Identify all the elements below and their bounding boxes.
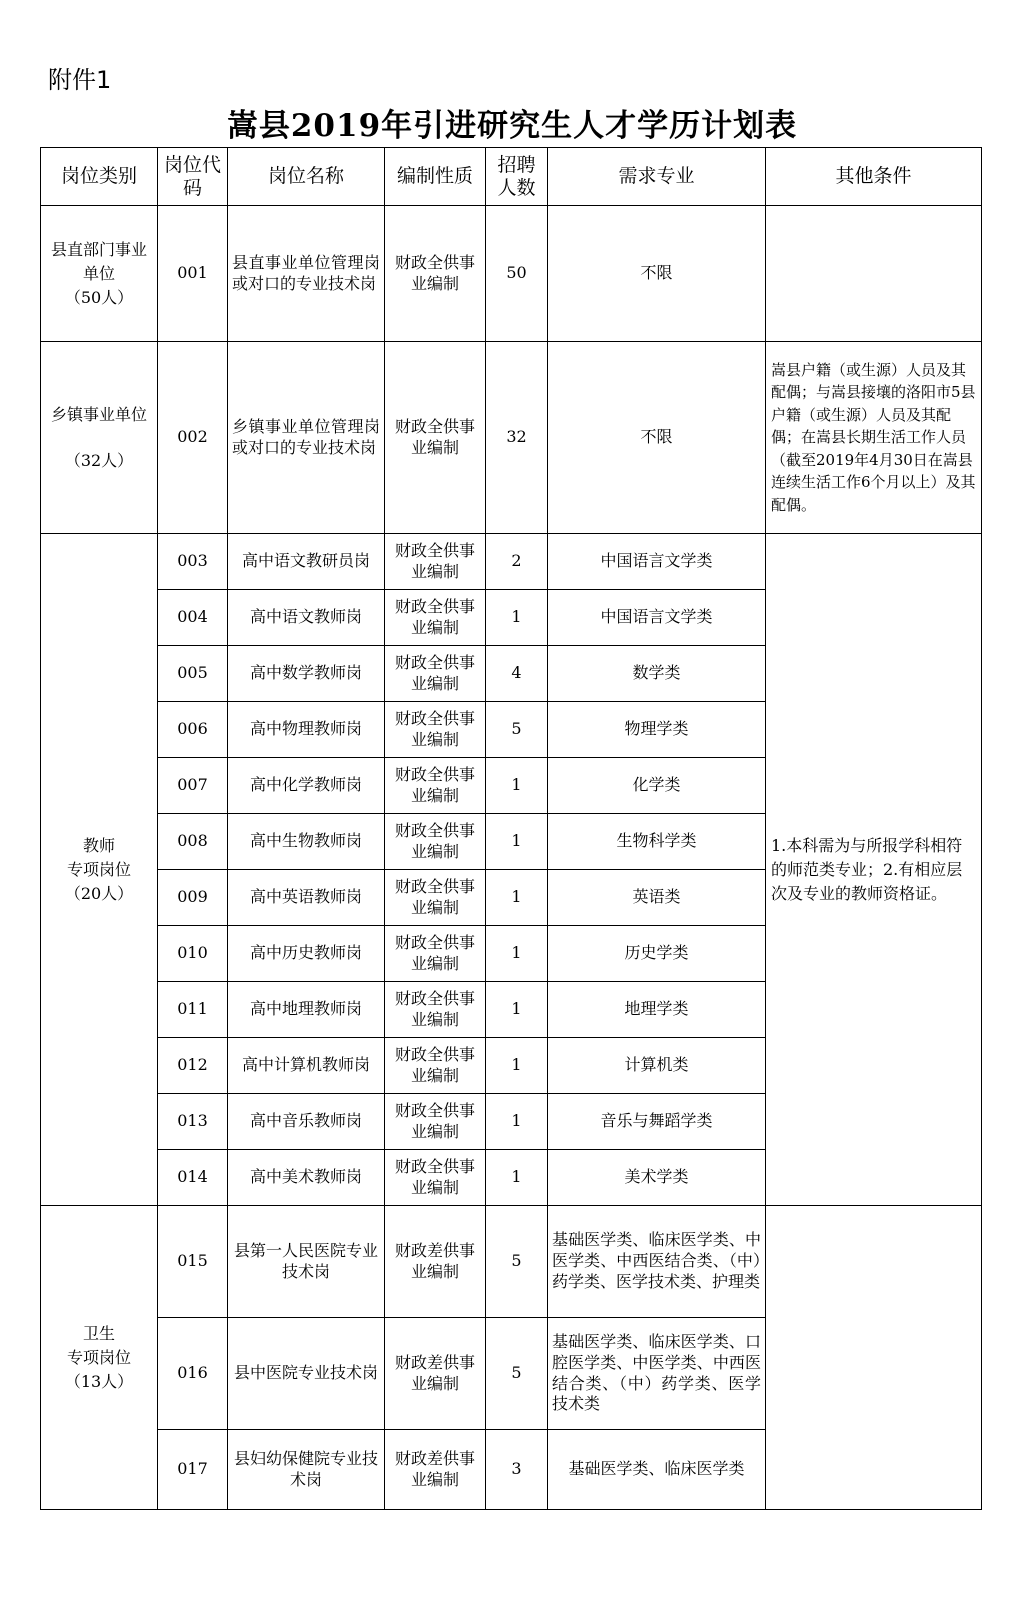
code-cell: 013 xyxy=(158,1094,228,1150)
header-major: 需求专业 xyxy=(548,148,766,206)
name-cell: 县妇幼保健院专业技术岗 xyxy=(228,1430,385,1510)
nature-cell: 财政全供事业编制 xyxy=(385,646,486,702)
count-cell: 50 xyxy=(486,206,548,342)
code-cell: 007 xyxy=(158,758,228,814)
major-cell: 物理学类 xyxy=(548,702,766,758)
name-cell: 高中语文教师岗 xyxy=(228,590,385,646)
name-cell: 县中医院专业技术岗 xyxy=(228,1318,385,1430)
header-nature: 编制性质 xyxy=(385,148,486,206)
category-cell: 县直部门事业 单位 （50人） xyxy=(41,206,158,342)
major-cell: 基础医学类、临床医学类、中医学类、中西医结合类、（中）药学类、医学技术类、护理类 xyxy=(548,1206,766,1318)
header-code: 岗位代码 xyxy=(158,148,228,206)
count-cell: 5 xyxy=(486,1318,548,1430)
major-cell: 英语类 xyxy=(548,870,766,926)
table-row xyxy=(41,206,982,342)
major-cell: 中国语言文学类 xyxy=(548,534,766,590)
name-cell: 高中化学教师岗 xyxy=(228,758,385,814)
attachment-label: 附件1 xyxy=(48,66,112,94)
name-cell: 高中语文教研员岗 xyxy=(228,534,385,590)
code-cell: 011 xyxy=(158,982,228,1038)
nature-cell: 财政差供事业编制 xyxy=(385,1430,486,1510)
name-cell: 高中历史教师岗 xyxy=(228,926,385,982)
name-cell: 县第一人民医院专业技术岗 xyxy=(228,1206,385,1318)
count-cell: 1 xyxy=(486,870,548,926)
count-cell: 1 xyxy=(486,926,548,982)
nature-cell: 财政差供事业编制 xyxy=(385,1206,486,1318)
major-cell: 中国语言文学类 xyxy=(548,590,766,646)
nature-cell: 财政全供事业编制 xyxy=(385,758,486,814)
category-cell: 卫生 专项岗位 （13人） xyxy=(41,1206,158,1510)
category-cell: 教师 专项岗位 （20人） xyxy=(41,534,158,1206)
count-cell: 1 xyxy=(486,758,548,814)
nature-cell: 财政全供事业编制 xyxy=(385,870,486,926)
name-cell: 高中英语教师岗 xyxy=(228,870,385,926)
count-cell: 5 xyxy=(486,702,548,758)
nature-cell: 财政全供事业编制 xyxy=(385,982,486,1038)
count-cell: 3 xyxy=(486,1430,548,1510)
count-cell: 5 xyxy=(486,1206,548,1318)
name-cell: 县直事业单位管理岗或对口的专业技术岗 xyxy=(228,206,385,342)
name-cell: 高中地理教师岗 xyxy=(228,982,385,1038)
nature-cell: 财政全供事业编制 xyxy=(385,814,486,870)
code-cell: 005 xyxy=(158,646,228,702)
nature-cell: 财政全供事业编制 xyxy=(385,702,486,758)
nature-cell: 财政全供事业编制 xyxy=(385,926,486,982)
major-cell: 生物科学类 xyxy=(548,814,766,870)
code-cell: 012 xyxy=(158,1038,228,1094)
count-cell: 1 xyxy=(486,1038,548,1094)
count-cell: 32 xyxy=(486,342,548,534)
nature-cell: 财政全供事业编制 xyxy=(385,534,486,590)
code-cell: 002 xyxy=(158,342,228,534)
code-cell: 001 xyxy=(158,206,228,342)
code-cell: 006 xyxy=(158,702,228,758)
name-cell: 乡镇事业单位管理岗或对口的专业技术岗 xyxy=(228,342,385,534)
table-row xyxy=(41,1206,982,1318)
name-cell: 高中美术教师岗 xyxy=(228,1150,385,1206)
count-cell: 1 xyxy=(486,1094,548,1150)
major-cell: 不限 xyxy=(548,206,766,342)
code-cell: 017 xyxy=(158,1430,228,1510)
major-cell: 计算机类 xyxy=(548,1038,766,1094)
header-count: 招聘人数 xyxy=(486,148,548,206)
count-cell: 4 xyxy=(486,646,548,702)
other-cell: 1.本科需为与所报学科相符的师范类专业；2.有相应层次及专业的教师资格证。 xyxy=(766,534,982,1206)
count-cell: 1 xyxy=(486,1150,548,1206)
nature-cell: 财政全供事业编制 xyxy=(385,1094,486,1150)
nature-cell: 财政全供事业编制 xyxy=(385,590,486,646)
code-cell: 015 xyxy=(158,1206,228,1318)
name-cell: 高中数学教师岗 xyxy=(228,646,385,702)
major-cell: 基础医学类、临床医学类、口腔医学类、中医学类、中西医结合类、（中）药学类、医学技术类 xyxy=(548,1318,766,1430)
major-cell: 基础医学类、临床医学类 xyxy=(548,1430,766,1510)
document-title: 嵩县2019年引进研究生人才学历计划表 xyxy=(226,108,798,144)
count-cell: 2 xyxy=(486,534,548,590)
nature-cell: 财政全供事业编制 xyxy=(385,1038,486,1094)
code-cell: 010 xyxy=(158,926,228,982)
major-cell: 不限 xyxy=(548,342,766,534)
name-cell: 高中音乐教师岗 xyxy=(228,1094,385,1150)
table-row xyxy=(41,534,982,590)
code-cell: 014 xyxy=(158,1150,228,1206)
header-name: 岗位名称 xyxy=(228,148,385,206)
name-cell: 高中计算机教师岗 xyxy=(228,1038,385,1094)
name-cell: 高中物理教师岗 xyxy=(228,702,385,758)
count-cell: 1 xyxy=(486,814,548,870)
nature-cell: 财政全供事业编制 xyxy=(385,206,486,342)
major-cell: 化学类 xyxy=(548,758,766,814)
major-cell: 历史学类 xyxy=(548,926,766,982)
other-cell: 嵩县户籍（或生源）人员及其配偶；与嵩县接壤的洛阳市5县户籍（或生源）人员及其配偶；在嵩县长期生活工作人员（截至2019年4月30日在嵩县连续生活工作6个月以上）及其配偶。 xyxy=(766,342,982,534)
nature-cell: 财政全供事业编制 xyxy=(385,1150,486,1206)
code-cell: 008 xyxy=(158,814,228,870)
code-cell: 003 xyxy=(158,534,228,590)
category-cell: 乡镇事业单位 （32人） xyxy=(41,342,158,534)
nature-cell: 财政差供事业编制 xyxy=(385,1318,486,1430)
code-cell: 016 xyxy=(158,1318,228,1430)
major-cell: 音乐与舞蹈学类 xyxy=(548,1094,766,1150)
nature-cell: 财政全供事业编制 xyxy=(385,342,486,534)
code-cell: 009 xyxy=(158,870,228,926)
major-cell: 美术学类 xyxy=(548,1150,766,1206)
table-header-row xyxy=(41,148,982,206)
recruitment-plan-table xyxy=(40,147,982,1510)
header-category: 岗位类别 xyxy=(41,148,158,206)
table-row xyxy=(41,342,982,534)
name-cell: 高中生物教师岗 xyxy=(228,814,385,870)
header-other: 其他条件 xyxy=(766,148,982,206)
count-cell: 1 xyxy=(486,590,548,646)
major-cell: 地理学类 xyxy=(548,982,766,1038)
other-cell xyxy=(766,1206,982,1510)
major-cell: 数学类 xyxy=(548,646,766,702)
code-cell: 004 xyxy=(158,590,228,646)
count-cell: 1 xyxy=(486,982,548,1038)
other-cell xyxy=(766,206,982,342)
